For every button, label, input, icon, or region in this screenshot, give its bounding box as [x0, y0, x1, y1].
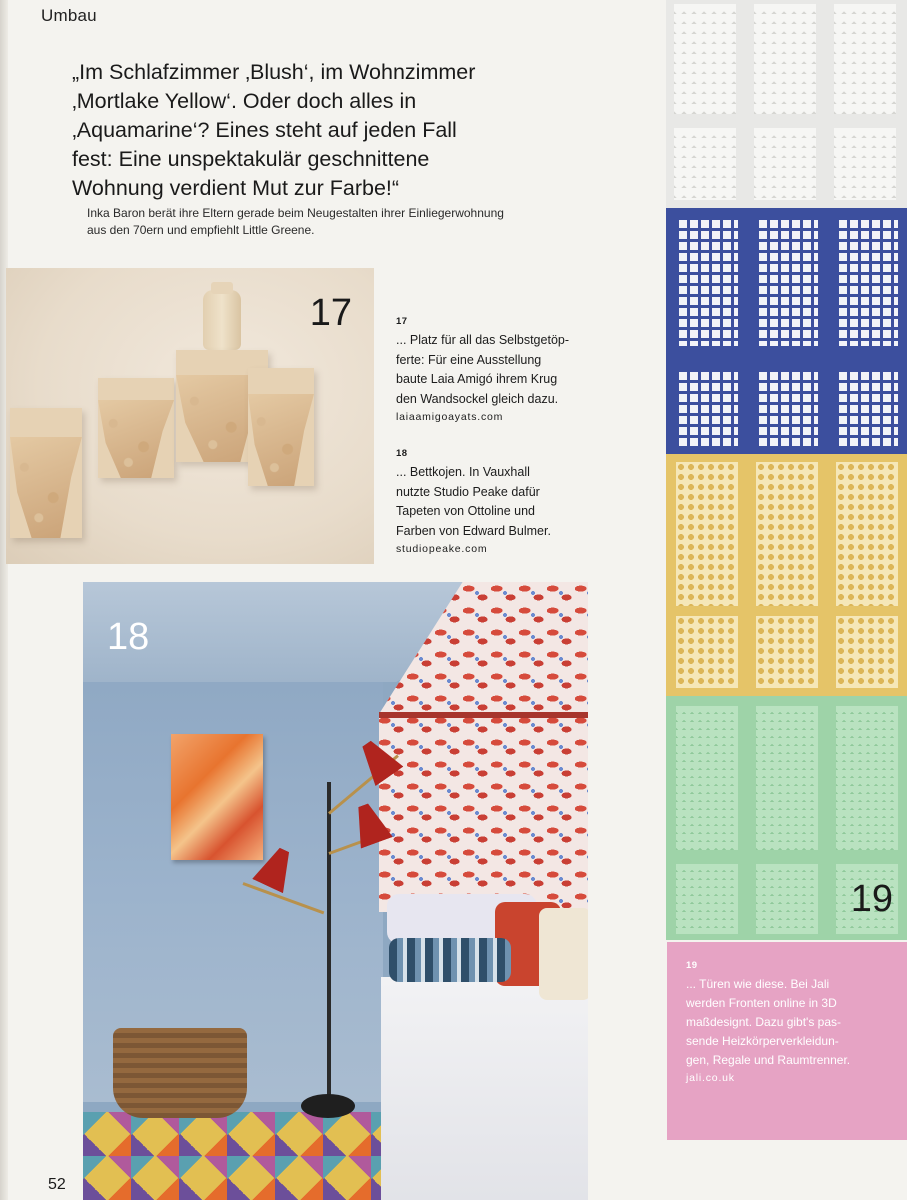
caption-19	[686, 960, 896, 1084]
ceramic-jug	[203, 290, 241, 350]
pillow	[389, 938, 511, 982]
lattice-screen	[676, 462, 738, 606]
door-panel-blue	[666, 208, 907, 454]
lattice-screen	[674, 4, 736, 114]
lattice-screen	[836, 706, 898, 850]
lattice-screen	[756, 616, 818, 688]
lattice-screen	[676, 616, 738, 688]
door-panel-yellow	[666, 454, 907, 696]
caption-text: ... Platz für all das Selbstgetöp- ferte: Für eine Ausstellung baute Laia Amigó ihrem Krug den Wandsockel gleich dazu.	[396, 333, 570, 406]
page-number: 52	[48, 1176, 66, 1193]
lattice-screen	[756, 372, 818, 446]
lamp-base	[301, 1094, 355, 1118]
lattice-screen	[674, 128, 736, 200]
lattice-screen	[676, 372, 738, 446]
lattice-screen	[676, 706, 738, 850]
section-label: Umbau	[41, 6, 97, 25]
photo-19-lattice-doors	[666, 0, 907, 940]
lattice-screen	[756, 706, 818, 850]
caption-text: ... Türen wie diese. Bei Jali werden Fronten online in 3D maßdesignt. Dazu gibt's pas- sende Heizkörperverkleidun- gen, Regale und Raumtrenner.	[686, 977, 851, 1067]
alcove-frame	[379, 712, 588, 718]
lattice-screen	[834, 4, 896, 114]
photo-number-19: 19	[850, 878, 893, 920]
caption-number: 18	[396, 448, 408, 459]
wicker-basket	[113, 1028, 247, 1118]
wall-bracket	[98, 378, 174, 478]
lattice-screen	[754, 128, 816, 200]
patterned-rug	[83, 1112, 383, 1200]
caption-url: studiopeake.com	[396, 543, 488, 555]
caption-number: 19	[686, 960, 698, 971]
photo-18-bedroom	[83, 582, 588, 1200]
painting	[171, 734, 263, 860]
bed	[381, 977, 588, 1200]
caption-url: jali.co.uk	[686, 1072, 735, 1084]
caption-18	[396, 448, 596, 555]
lattice-screen	[836, 616, 898, 688]
caption-url: laiaamigoayats.com	[396, 411, 504, 423]
photo-number-17: 17	[309, 292, 352, 334]
caption-17	[396, 316, 596, 423]
lattice-screen	[676, 220, 738, 346]
lattice-screen	[756, 462, 818, 606]
floor-lamp	[327, 782, 331, 1112]
door-panel-white	[666, 0, 907, 208]
caption-text: ... Bettkojen. In Vauxhall nutzte Studio Peake dafür Tapeten von Ottoline und Farben von Edward Bulmer.	[396, 465, 551, 538]
lattice-screen	[836, 462, 898, 606]
pull-quote: „Im Schlafzimmer ‚Blush‘, im Wohnzimmer ‚Mortlake Yellow‘. Oder doch alles in ‚Aquamarine‘? Eines steht auf jeden Fall fest: Eine unspektakulär geschnittene Wohnung verdient Mut zur Farbe!“	[72, 60, 476, 200]
lattice-screen	[756, 220, 818, 346]
photo-number-18: 18	[107, 616, 150, 658]
caption-number: 17	[396, 316, 408, 327]
lattice-screen	[834, 128, 896, 200]
quote-caption: Inka Baron berät ihre Eltern gerade beim Neugestalten ihrer Einliegerwohnung aus den 70ern und empfiehlt Little Greene.	[87, 206, 504, 237]
lattice-screen	[756, 864, 818, 934]
pillow	[539, 908, 588, 1000]
lattice-screen	[836, 372, 898, 446]
page-edge	[0, 0, 8, 1200]
photo-17-ceramics	[6, 268, 374, 564]
lattice-screen	[676, 864, 738, 934]
lattice-screen	[836, 220, 898, 346]
wall-bracket	[10, 408, 82, 538]
lattice-screen	[754, 4, 816, 114]
wall-bracket	[248, 368, 314, 486]
